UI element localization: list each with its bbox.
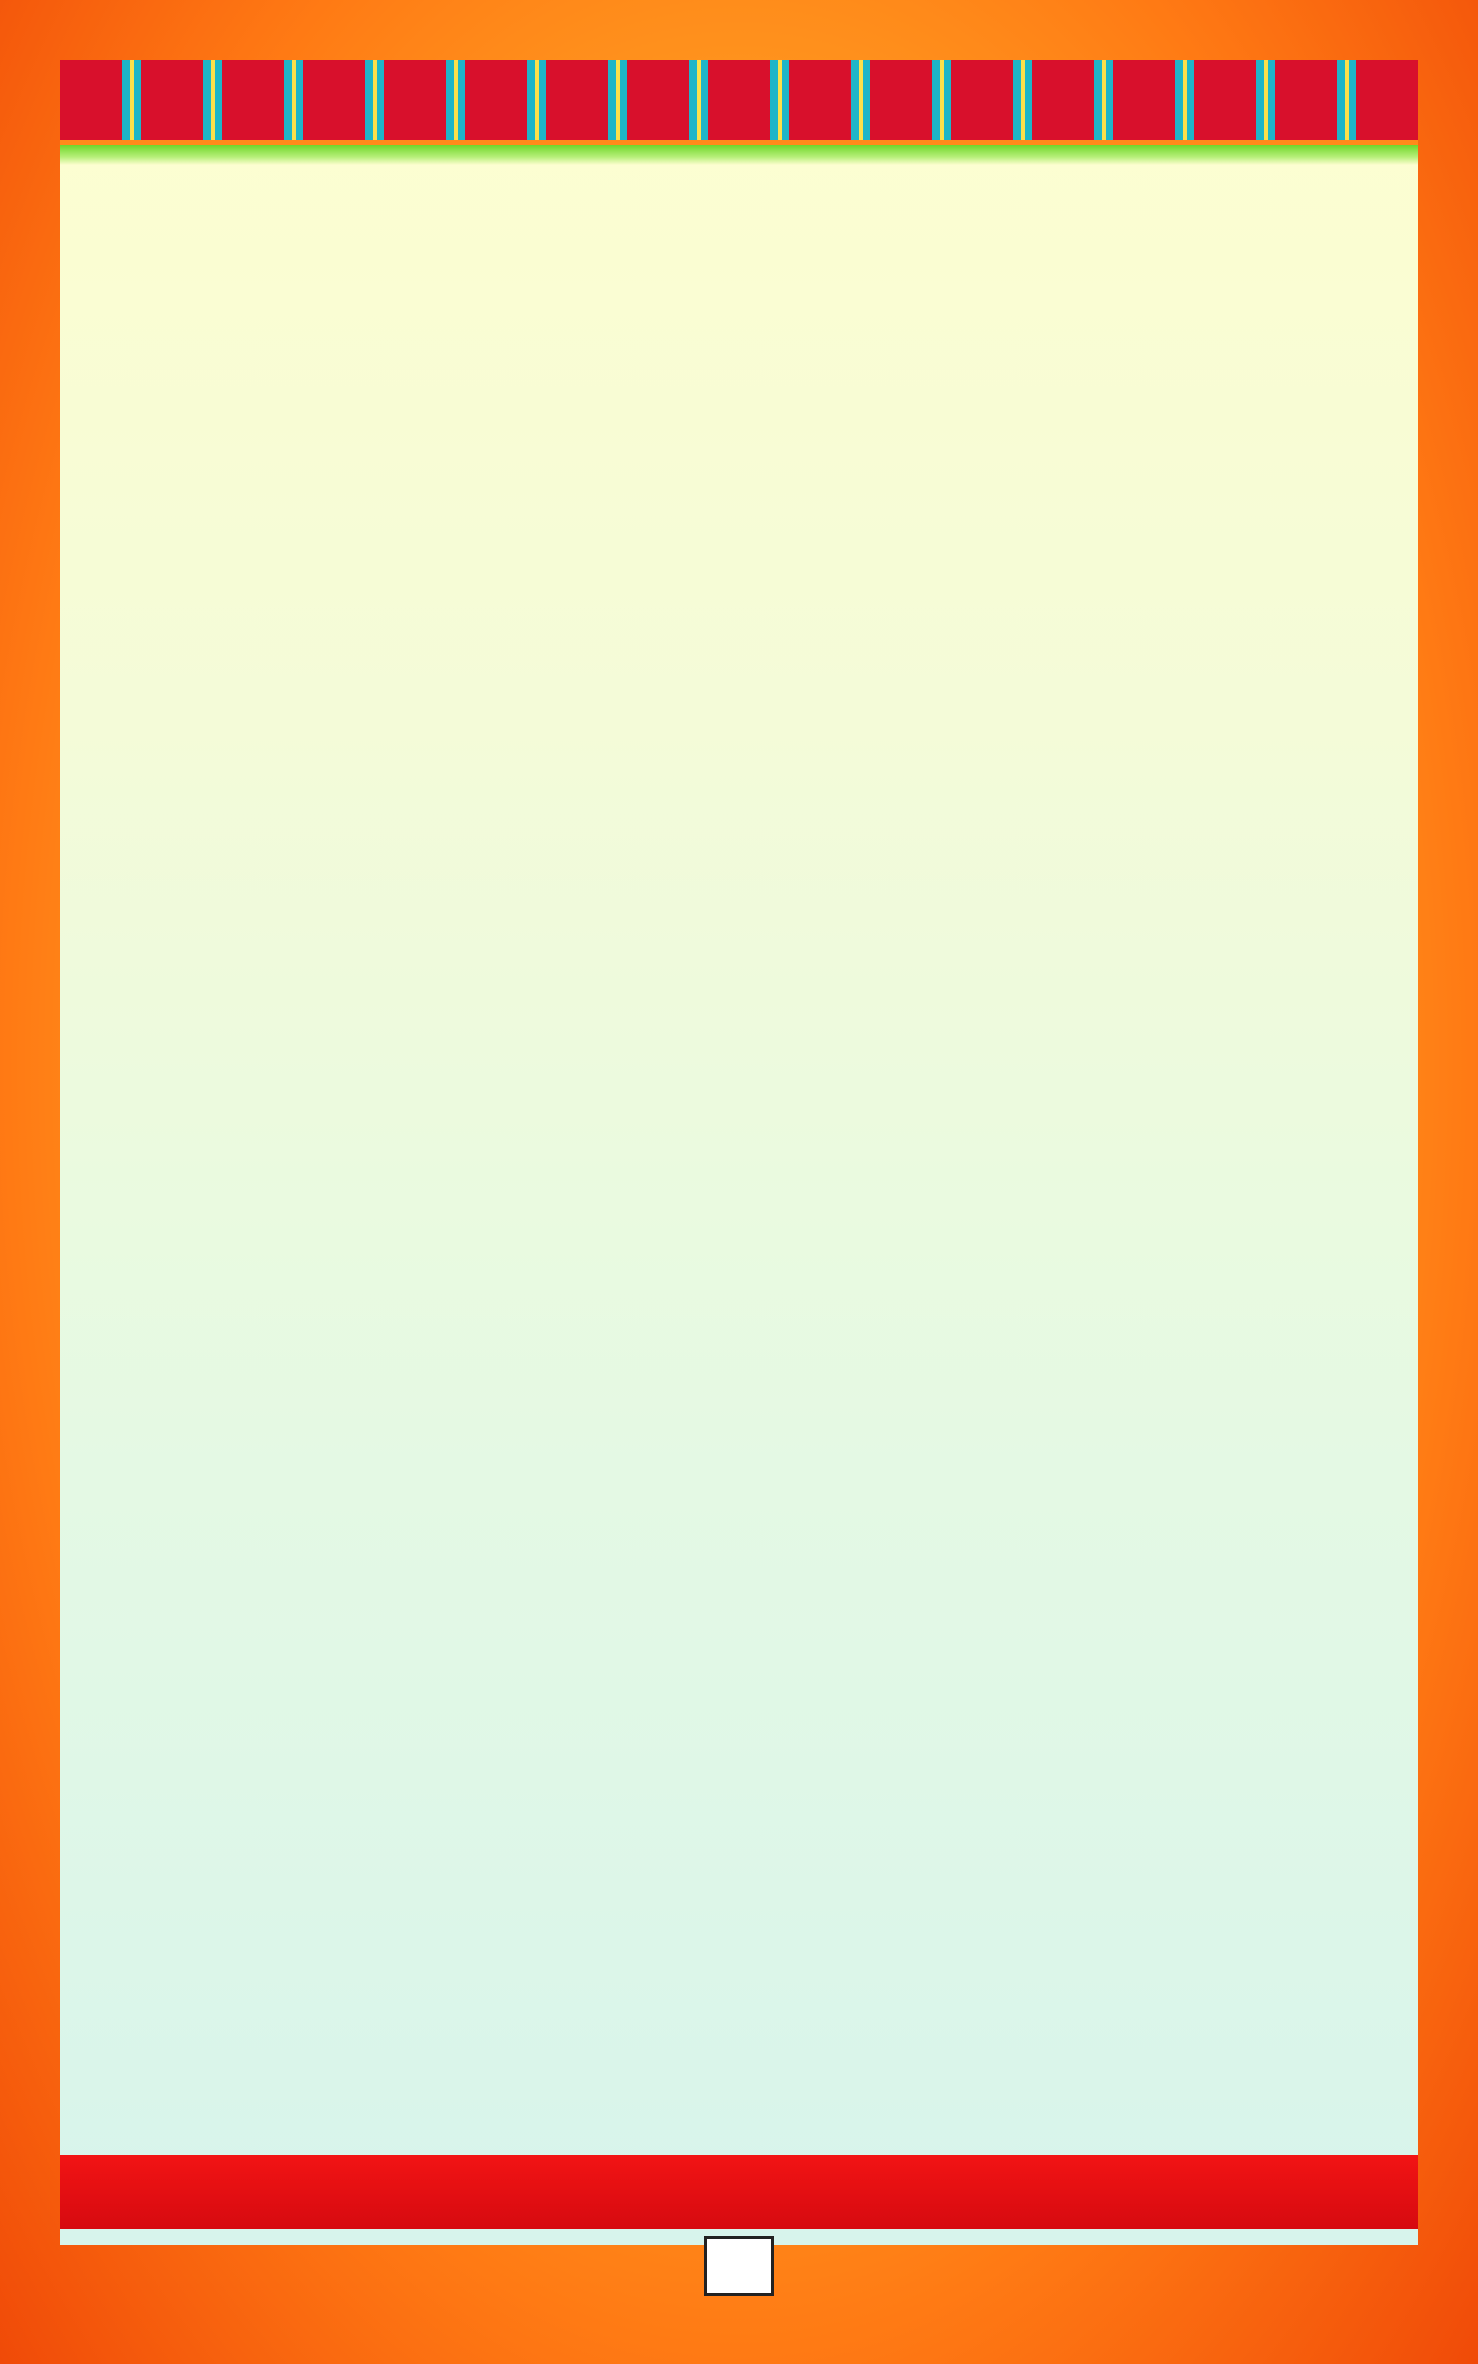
vastra-note [88,344,1388,430]
heading-row [88,714,1388,800]
vastra-line [88,1884,1388,1970]
footer-greeting-band [60,2155,1418,2229]
shringar-line [88,2056,1388,2142]
top-flower-border [60,60,1418,145]
section-vad-7 [88,1256,1388,1686]
vastra-note [88,1970,1388,2056]
section-vad-6 [88,714,1388,1144]
samagri-line [88,1600,1388,1686]
flower-icon-row [60,60,1418,140]
samagri-line [88,516,1388,602]
heading-row [88,1256,1388,1342]
vastra-line [88,258,1388,344]
vastra-note [88,1428,1388,1514]
page-panel [60,60,1418,2245]
section-vad-5 [88,172,1388,602]
vastra-line [88,1342,1388,1428]
shringar-line [88,430,1388,516]
heading-row [88,1798,1388,1884]
shringar-line [88,972,1388,1058]
heading-row [88,172,1388,258]
content [88,172,1388,2245]
page-number [704,2236,774,2296]
samagri-line [88,1058,1388,1144]
vastra-line [88,800,1388,886]
green-band [60,145,1418,165]
shringar-line [88,1514,1388,1600]
vastra-note [88,886,1388,972]
